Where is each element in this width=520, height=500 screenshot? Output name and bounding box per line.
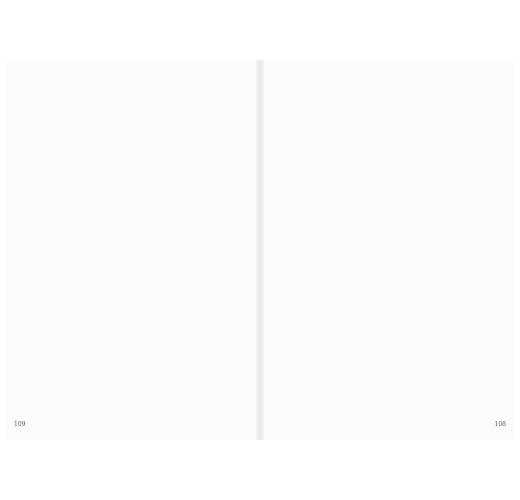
left-page-number: 109 xyxy=(14,421,26,428)
right-page-number: 108 xyxy=(494,421,506,428)
left-page-text xyxy=(62,96,232,396)
left-page xyxy=(6,60,256,440)
right-page xyxy=(264,60,514,440)
book-gutter xyxy=(256,60,264,440)
right-page-text xyxy=(286,96,496,396)
